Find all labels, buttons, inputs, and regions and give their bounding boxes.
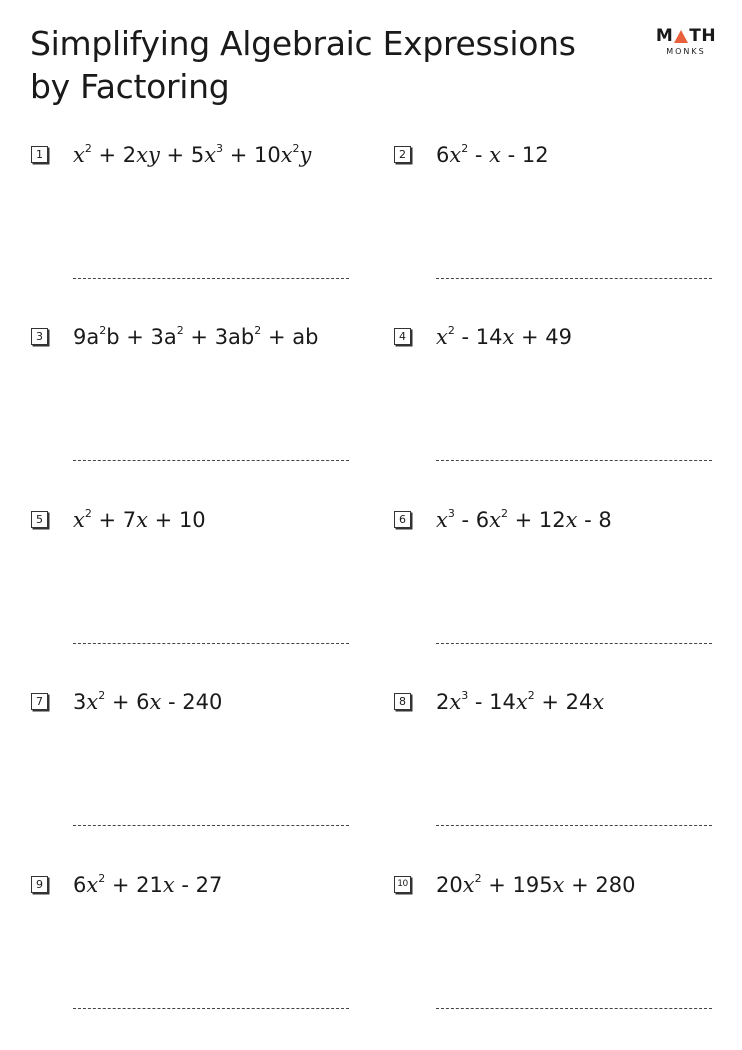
expression-2: $6x^2$ - x - 12 [436, 142, 549, 167]
problem-2 [394, 142, 724, 296]
problem-5 [31, 507, 361, 661]
answer-line-3[interactable] [73, 460, 349, 461]
answer-line-4[interactable] [436, 460, 712, 461]
expression-1: $x^2 + 2xy + 5x^3 + 10x^2y$ [73, 142, 312, 167]
answer-line-8[interactable] [436, 825, 712, 826]
problem-6 [394, 507, 724, 661]
expression-3: $9a^2b + 3a^2 + 3ab^2$ + ab [73, 324, 319, 349]
problem-number-10: 10 [394, 876, 411, 893]
answer-line-1[interactable] [73, 278, 349, 279]
title-line-1: Simplifying Algebraic Expressions [30, 24, 576, 63]
problem-number-6: 6 [394, 511, 411, 528]
answer-line-2[interactable] [436, 278, 712, 279]
page-title [30, 22, 610, 108]
answer-line-7[interactable] [73, 825, 349, 826]
problem-8 [394, 689, 724, 843]
expression-7: $3x^2 + 6x - 240$ [73, 689, 223, 714]
expression-10: $20x^2 + 195x + 280$ [436, 872, 636, 897]
problem-4 [394, 324, 724, 478]
logo-wordmark [655, 28, 717, 45]
problem-number-7: 7 [31, 693, 48, 710]
problem-3 [31, 324, 361, 478]
logo-letters-th: TH [689, 26, 717, 46]
answer-line-9[interactable] [73, 1008, 349, 1009]
problem-number-4: 4 [394, 328, 411, 345]
problem-number-5: 5 [31, 511, 48, 528]
problem-10 [394, 872, 724, 1026]
expression-5: $x^2 + 7x + 10$ [73, 507, 206, 532]
problem-9 [31, 872, 361, 1026]
problem-number-8: 8 [394, 693, 411, 710]
logo-letter-m: M [655, 26, 674, 46]
math-monks-logo [655, 28, 717, 56]
problem-7 [31, 689, 361, 843]
logo-subtext: MONKS [666, 47, 706, 56]
problem-number-3: 3 [31, 328, 48, 345]
problem-number-9: 9 [31, 876, 48, 893]
triangle-icon [674, 30, 688, 43]
expression-6: $x^3 - 6x^2 + 12x - 8$ [436, 507, 612, 532]
answer-line-10[interactable] [436, 1008, 712, 1009]
answer-line-6[interactable] [436, 643, 712, 644]
answer-line-5[interactable] [73, 643, 349, 644]
expression-4: $x^2 - 14x + 49$ [436, 324, 573, 349]
problem-number-1: 1 [31, 146, 48, 163]
expression-9: $6x^2 + 21x - 27$ [73, 872, 223, 897]
title-line-2: by Factoring [30, 67, 230, 106]
problem-1 [31, 142, 361, 296]
problem-number-2: 2 [394, 146, 411, 163]
expression-8: $2x^3 - 14x^2 + 24x$ [436, 689, 605, 714]
